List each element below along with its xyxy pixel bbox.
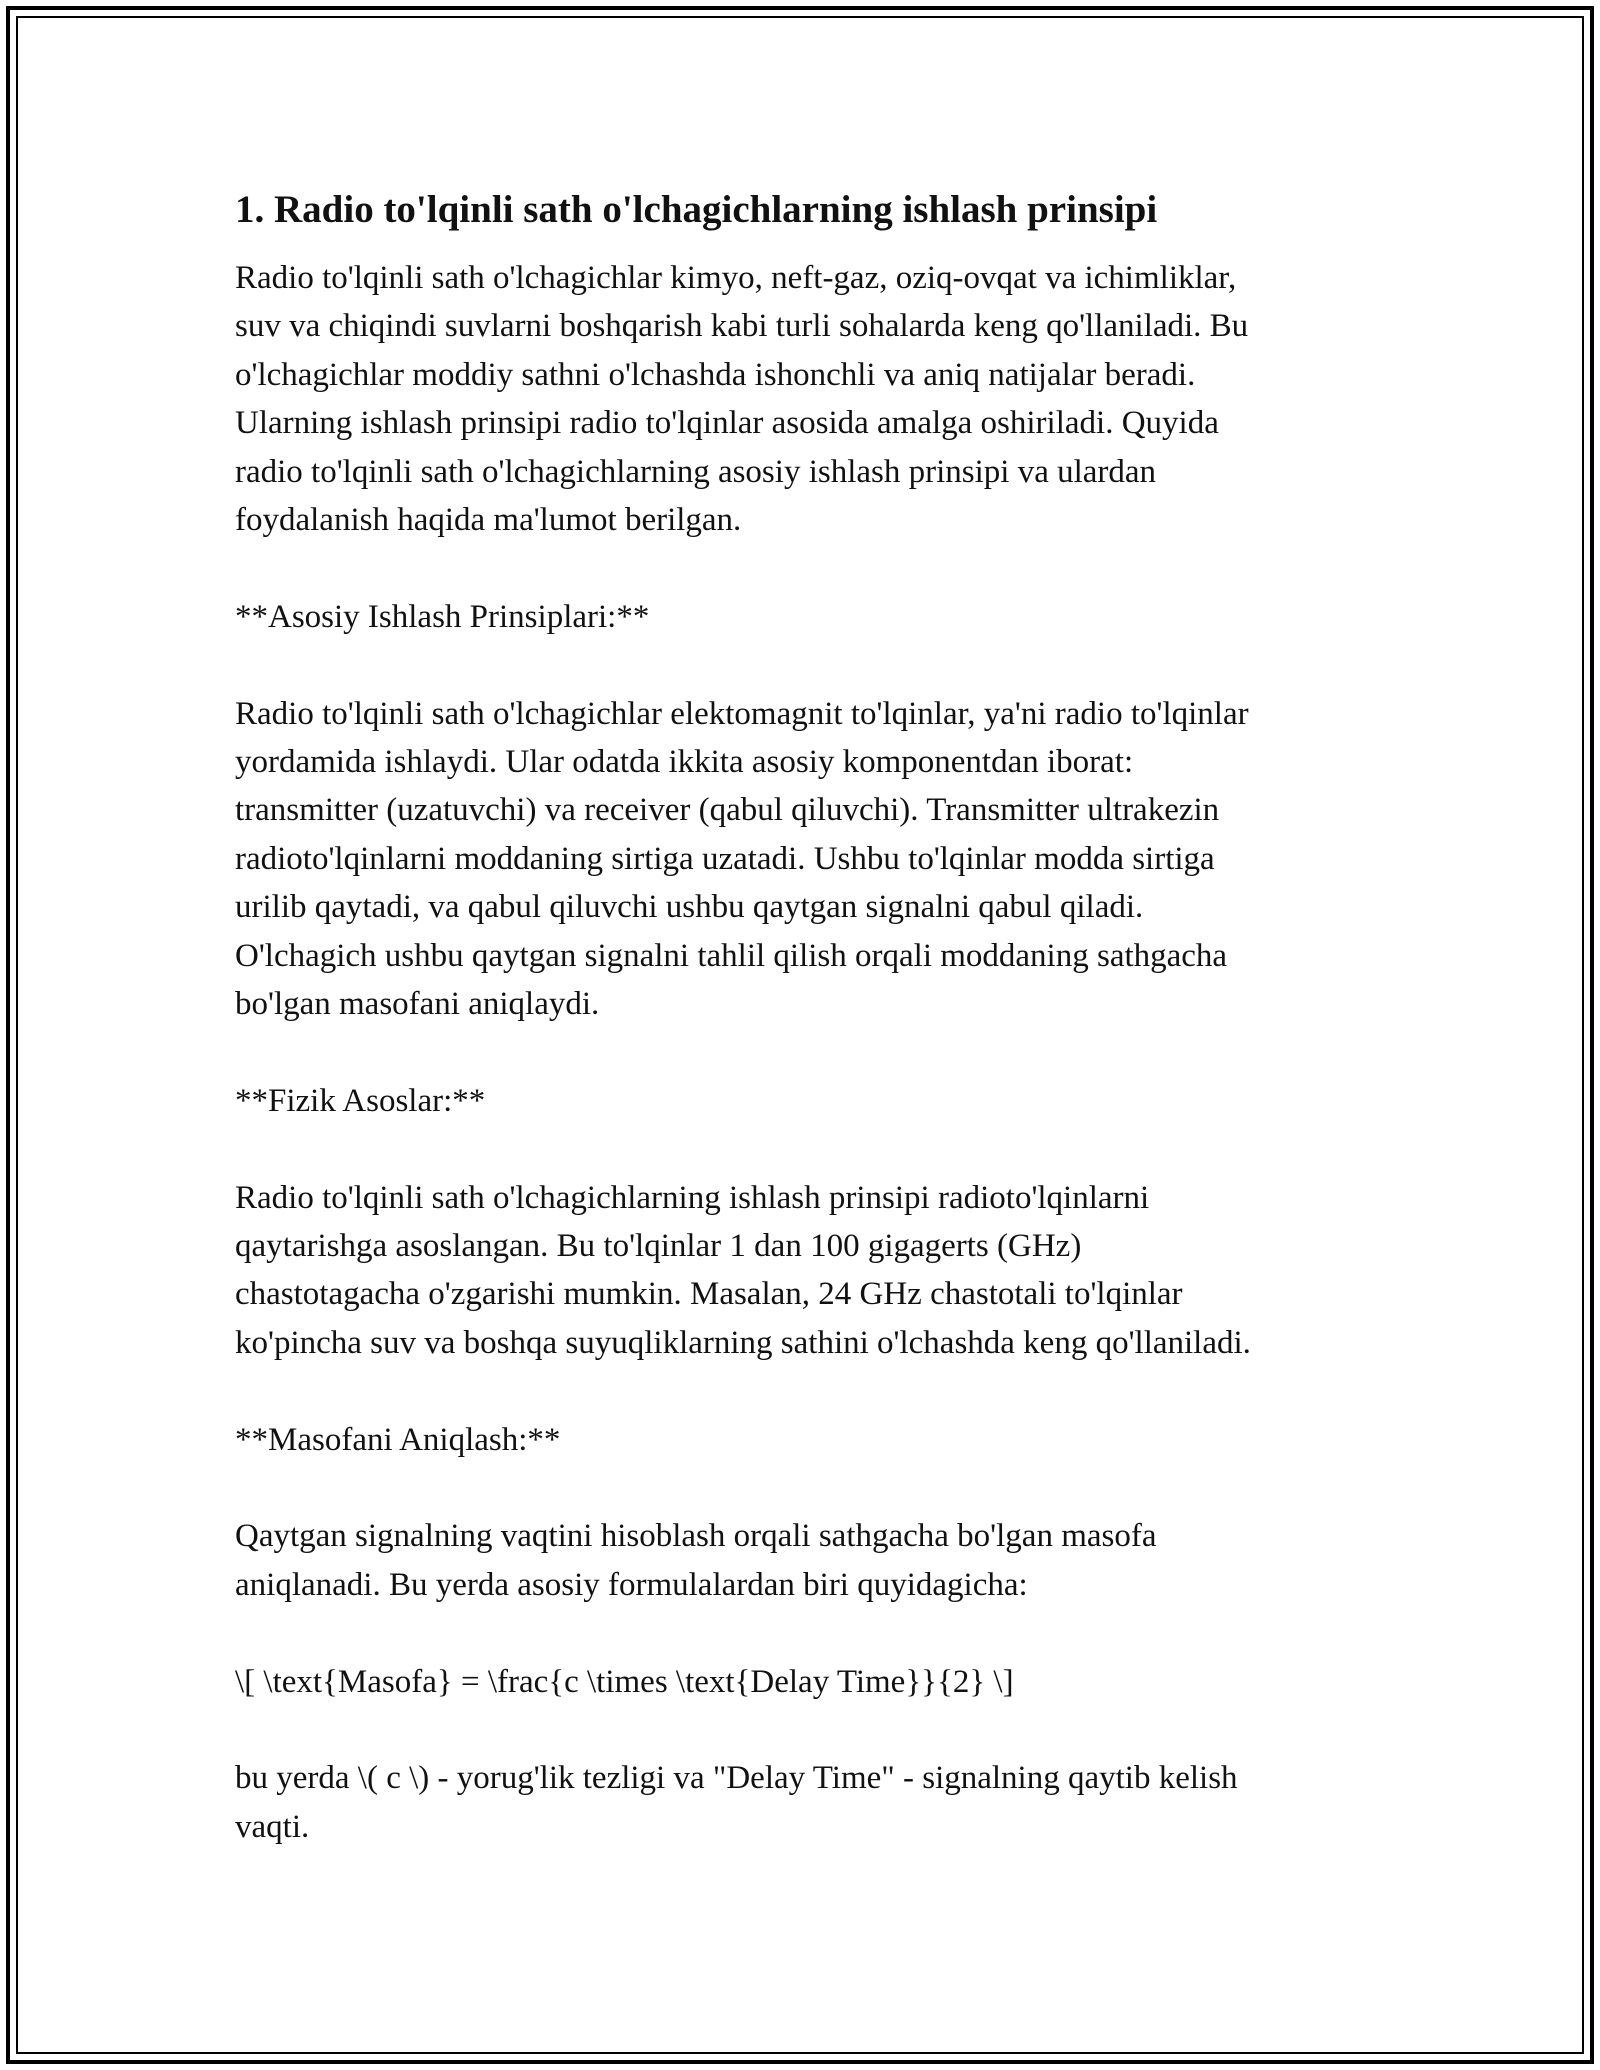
formula-line [235, 1658, 1380, 1706]
subheading-fizik-asoslar [235, 1077, 1380, 1125]
text-line: Radio to'lqinli sath o'lchagichlar kimyo, neft-gaz, oziq-ovqat va ichimliklar, [235, 260, 1237, 296]
text-line: aniqlanadi. Bu yerda asosiy formulalardan biri quyidagicha: [235, 1566, 1028, 1603]
text-line: suv va chiqindi suvlarni boshqarish kabi turli sohalarda keng qo'llaniladi. Bu [235, 308, 1249, 345]
document-body [235, 186, 1380, 1900]
section-heading: 1. Radio to'lqinli sath o'lchagichlarning ishlash prinsipi [235, 188, 1158, 231]
text-line: o'lchagichlar moddiy sathni o'lchashda ishonchli va aniq natijalar beradi. [235, 356, 1196, 393]
text-line: transmitter (uzatuvchi) va receiver (qabul qiluvchi). Transmitter ultrakezin [235, 792, 1220, 829]
physics-paragraph [235, 1174, 1380, 1368]
text-line: Qaytgan signalning vaqtini hisoblash orqali sathgacha bo'lgan masofa [235, 1518, 1157, 1555]
text-line: Radio to'lqinli sath o'lchagichlar elektomagnit to'lqinlar, ya'ni radio to'lqinlar [235, 695, 1249, 732]
text-line: urilib qaytadi, va qabul qiluvchi ushbu qaytgan signalni qabul qiladi. [235, 889, 1144, 926]
text-line: radioto'lqinlarni moddaning sirtiga uzatadi. Ushbu to'lqinlar modda sirtiga [235, 840, 1215, 877]
text-line: yordamida ishlaydi. Ular odatda ikkita asosiy komponentdan iborat: [235, 744, 1134, 781]
subheading-asosiy-ishlash-prinsiplari [235, 593, 1380, 641]
text-line: qaytarishga asoslangan. Bu to'lqinlar 1 dan 100 gigagerts (GHz) [235, 1228, 1082, 1265]
distance-paragraph [235, 1512, 1380, 1609]
text-line: \[ \text{Masofa} = \frac{c \times \text{Delay Time}}{2} \] [235, 1663, 1014, 1700]
text-line: chastotagacha o'zgarishi mumkin. Masalan, 24 GHz chastotali to'lqinlar [235, 1276, 1183, 1313]
formula-explanation-paragraph [235, 1754, 1380, 1851]
subheading-masofani-aniqlash [235, 1416, 1380, 1464]
text-line: ko'pincha suv va boshqa suyuqliklarning sathini o'lchashda keng qo'llaniladi. [235, 1324, 1251, 1361]
text-line: O'lchagich ushbu qaytgan signalni tahlil qilish orqali moddaning sathgacha [235, 937, 1228, 974]
text-line: bo'lgan masofani aniqlaydi. [235, 986, 600, 1023]
principles-paragraph [235, 690, 1380, 1029]
text-line: radio to'lqinli sath o'lchagichlarning asosiy ishlash prinsipi va ulardan [235, 453, 1157, 490]
text-line: **Masofani Aniqlash:** [235, 1421, 561, 1458]
text-line: Ularning ishlash prinsipi radio to'lqinlar asosida amalga oshiriladi. Quyida [235, 405, 1219, 442]
text-line: **Asosiy Ishlash Prinsiplari:** [235, 598, 650, 635]
text-line: Radio to'lqinli sath o'lchagichlarning ishlash prinsipi radioto'lqinlarni [235, 1179, 1150, 1216]
text-line: vaqti. [235, 1808, 310, 1845]
text-line: foydalanish haqida ma'lumot berilgan. [235, 502, 742, 539]
text-line: bu yerda \( c \) - yorug'lik tezligi va "Delay Time" - signalning qaytib kelish [235, 1760, 1238, 1797]
paragraph-list [235, 254, 1380, 1851]
intro-paragraph [235, 254, 1380, 544]
text-line: **Fizik Asoslar:** [235, 1082, 486, 1119]
